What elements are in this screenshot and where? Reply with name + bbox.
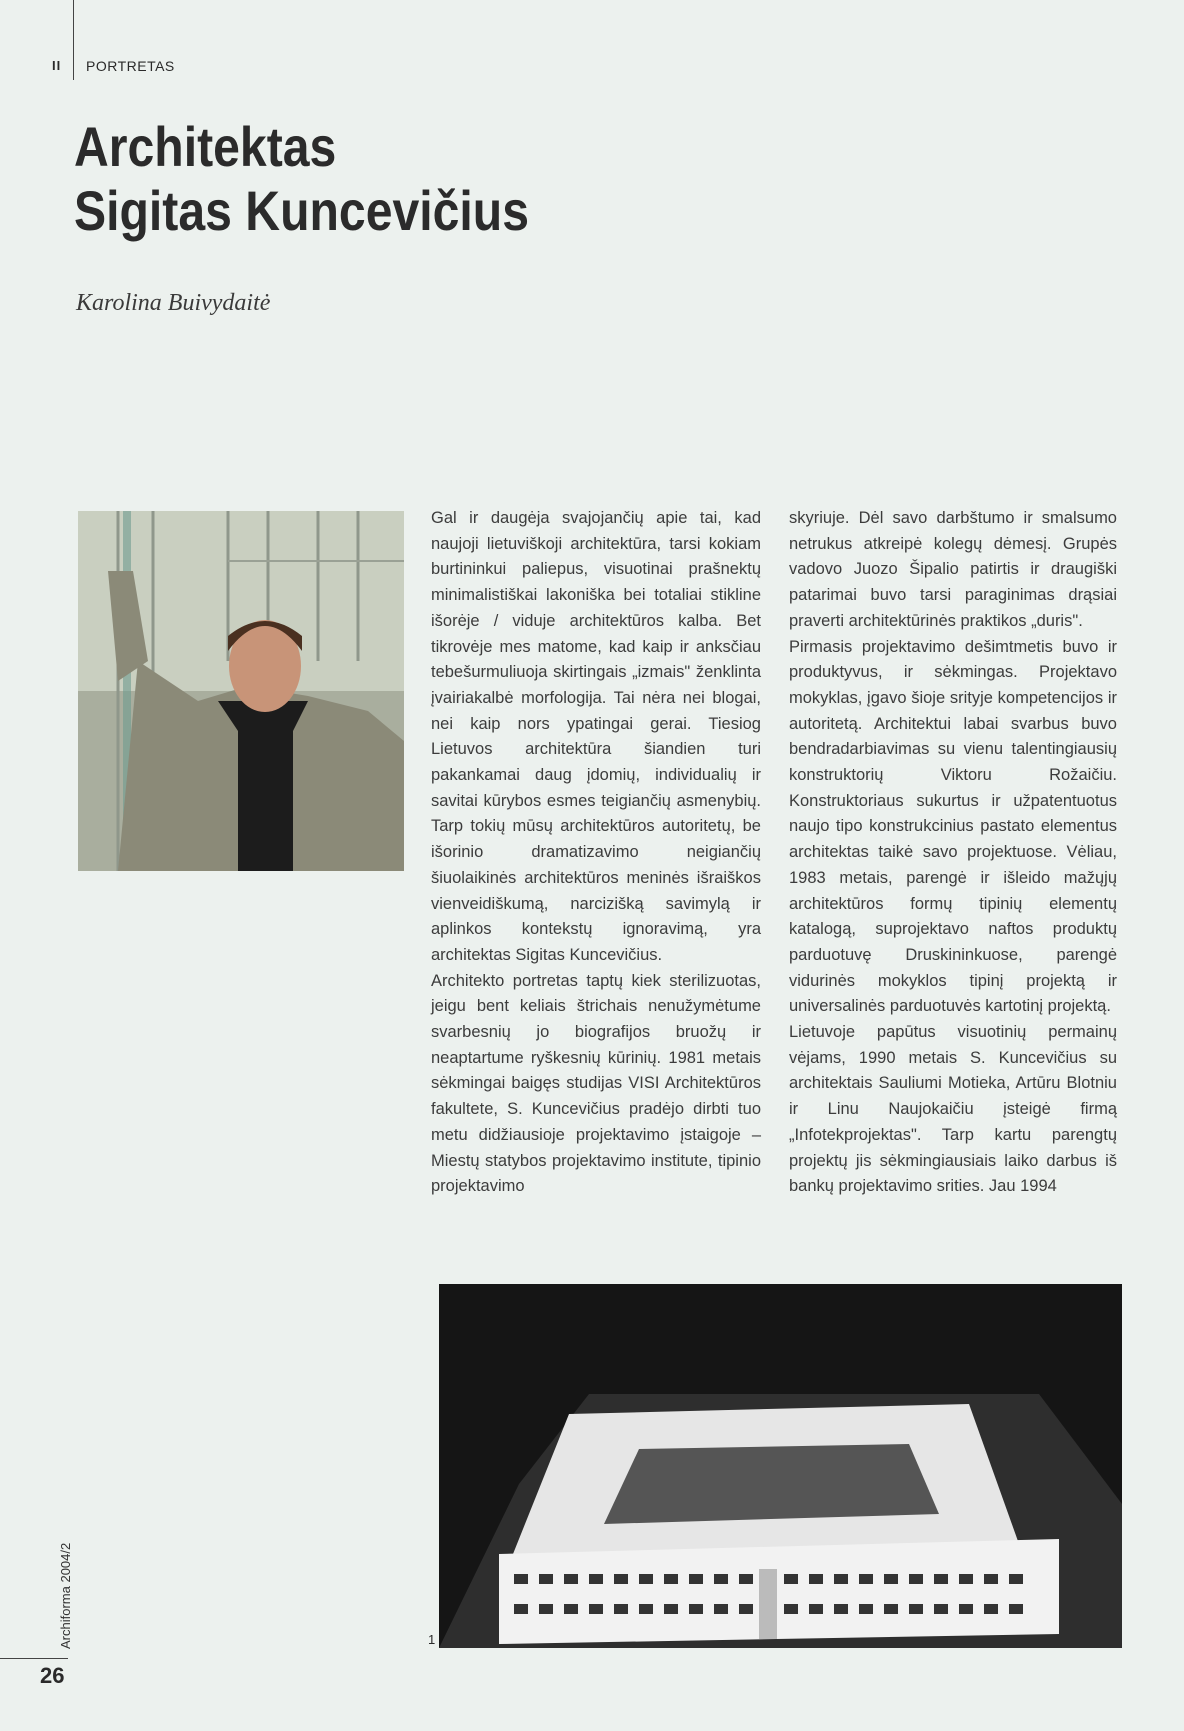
portrait-photo — [78, 511, 404, 871]
article-title — [74, 115, 529, 243]
section-number: II — [52, 58, 62, 73]
paragraph: skyriuje. Dėl savo darbštumo ir smalsumo netrukus atkreipė kolegų dėmesį. Grupės vadovo Juozo Šipalio patirtis ir draugiški patarimai buvo tarsi paraginimas drąsiai praverti architektūrinės praktikos „duris". — [789, 509, 1117, 630]
section-name: PORTRETAS — [86, 58, 175, 74]
journal-issue: Archiforma 2004/2 — [58, 1542, 73, 1649]
architecture-model-photo — [439, 1284, 1122, 1648]
paragraph: Gal ir daugėja svajojančių apie tai, kad naujoji lietuviškoji architektūra, tarsi kokiam burtininkui paliepus, visuotinai prašnekt‍ų minimalistiškai lakoniška bei totaliai stikline išorėje / viduje architektūros kalba. Bet tikrovėje mes matome, kad kaip ir anksčiau tebešurmuliuoja skirtingais „izmais" ženklinta įvairiakalbė morfologija. Tai nėra nei blogai, nei kaip nors ypatingai gerai. Tiesiog Lietuvos architektūra šiandien turi pakankamai daug įdomių, individualių ir savitai kūrybos esmes teigiančių asmenybių. Tarp tokių mūsų architektūros autoritetų, be išorinio dramatizavimo neigiančių šiuolaikinės architektūros meninės išraiškos vienveidiškumą, narcizišką savimylą ir aplinkos kontekstų ignoravimą, yra architektas Sigitas Kuncevičius. — [431, 509, 761, 964]
header-divider — [73, 0, 74, 80]
text-column-1 — [431, 506, 761, 1200]
author-name: Karolina Buivydaitė — [76, 290, 271, 316]
footer-divider — [0, 1658, 68, 1659]
figure-number: 1 — [428, 1632, 436, 1647]
page-number: 26 — [40, 1663, 65, 1688]
paragraph: Lietuvoje papūtus visuotinių permainų vėjams, 1990 metais S. Kuncevičius su architektais Sauliumi Motieka, Artūru Blotniu ir Linu Naujokaičiu įsteigė firmą „Infotekprojektas". Tarp kartu parengtų projektų jis sėkmingiausiais laiko darbus iš bankų projektavimo srities. Jau 1994 — [789, 1023, 1117, 1196]
title-line-2: Sigitas Kuncevičius — [74, 179, 530, 242]
paragraph: Pirmasis projektavimo dešimtmetis buvo ir produktyvus, ir sėkmingas. Projektavo mokyklas, įgavo šioje srityje kompetencijos ir autoritetą. Architektui labai svarbus buvo bendradarbiavimas su vienu talentingiausių konstruktorių Viktoru Rožaičiu. Konstruktoriaus sukurtus ir užpatentuotus naujo tipo konstrukcinius pastato elementus architektas taikė savo projektuose. Vėliau, 1983 metais, parengė ir išleido mažųjų architektūros formų tipinių elementų katalogą, suprojektavo naftos produktų parduotuvę Druskininkuose, parengė vidurinės mokyklos tipinį projektą ir universalinės parduotuvės kartotinį projektą. — [789, 637, 1117, 1016]
title-line-1: Architektas — [74, 115, 337, 178]
text-column-2 — [789, 506, 1117, 1200]
paragraph: Architekto portretas taptų kiek sterilizuotas, jeigu bent keliais štrichais nenužymėtume svarbesnių jo biografijos bruožų ir neaptartume ryškesnių kūrinių. 1981 metais sėkmingai baigęs studijas VISI Architektūros fakultete, S. Kuncevičius pradėjo dirbti tuo metu didžiausioje projektavimo įstaigoje – Miestų statybos projektavimo institute, tipinio projektavimo — [431, 971, 761, 1196]
